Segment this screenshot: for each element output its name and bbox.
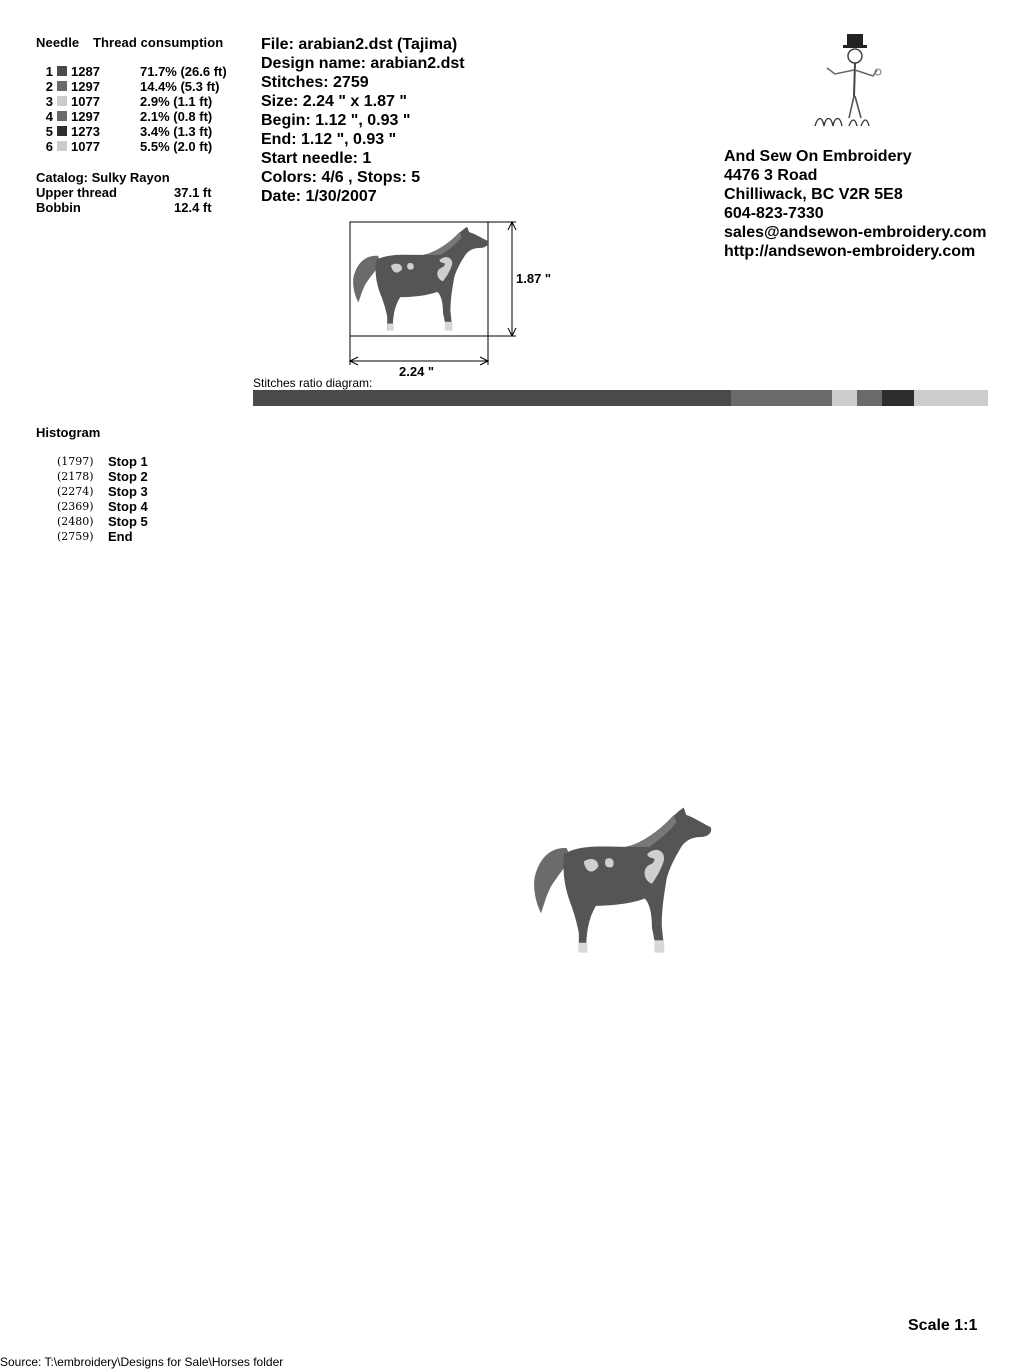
file-line: File: arabian2.dst (Tajima) xyxy=(261,36,458,53)
upper-thread-label: Upper thread xyxy=(36,185,117,200)
thread-usage: 71.7% (26.6 ft) xyxy=(140,64,227,79)
stop-count: (2178) xyxy=(57,470,94,483)
color-swatch xyxy=(57,111,67,121)
thread-consumption-header: Thread consumption xyxy=(92,35,224,50)
stop-label: Stop 2 xyxy=(108,469,148,484)
width-dimension-label: 2.24 " xyxy=(399,364,435,379)
needle-header: Needle xyxy=(36,35,80,50)
upper-thread-value: 37.1 ft xyxy=(174,185,212,200)
thread-code: 1273 xyxy=(71,124,100,139)
ratio-segment xyxy=(731,390,832,406)
histogram-title: Histogram xyxy=(36,425,101,440)
color-swatch xyxy=(57,96,67,106)
catalog-block xyxy=(36,170,212,215)
thread-code: 1287 xyxy=(71,64,100,79)
needle-number: 1 xyxy=(45,64,53,79)
needle-number: 5 xyxy=(45,124,53,139)
thread-usage: 2.1% (0.8 ft) xyxy=(140,109,213,124)
source-path: Source: T:\embroidery\Designs for Sale\Horses folder xyxy=(0,1355,284,1369)
file-info xyxy=(261,35,465,206)
end-line: End: 1.12 ", 0.93 " xyxy=(261,131,397,148)
needle-number: 4 xyxy=(45,109,53,124)
needle-number: 3 xyxy=(45,94,53,109)
thread-usage: 2.9% (1.1 ft) xyxy=(140,94,213,109)
color-swatch xyxy=(57,141,67,151)
stop-count: (2759) xyxy=(57,530,94,543)
stop-label: End xyxy=(108,529,133,544)
color-swatch xyxy=(57,126,67,136)
thread-code: 1077 xyxy=(71,139,100,154)
ratio-segment xyxy=(882,390,914,406)
ratio-segment xyxy=(253,390,731,406)
color-swatch xyxy=(57,66,67,76)
ratio-segment xyxy=(914,390,988,406)
company-address-line1: 4476 3 Road xyxy=(724,167,818,184)
stop-count: (2369) xyxy=(57,500,94,513)
company-info xyxy=(724,147,987,261)
stitches-ratio-bar xyxy=(253,390,988,406)
stitches-line: Stitches: 2759 xyxy=(261,74,369,91)
horse-design-image xyxy=(534,807,711,952)
company-phone: 604-823-7330 xyxy=(724,205,824,222)
begin-line: Begin: 1.12 ", 0.93 " xyxy=(261,112,411,129)
stop-label: Stop 1 xyxy=(108,454,148,469)
stop-label: Stop 3 xyxy=(108,484,148,499)
upper-thread-row xyxy=(36,185,212,200)
thread-code: 1077 xyxy=(71,94,100,109)
company-logo xyxy=(805,30,885,135)
thread-code: 1297 xyxy=(71,109,100,124)
needle-number: 6 xyxy=(45,139,53,154)
thread-usage: 14.4% (5.3 ft) xyxy=(140,79,220,94)
bobbin-value: 12.4 ft xyxy=(174,200,212,215)
company-address-line2: Chilliwack, BC V2R 5E8 xyxy=(724,186,903,203)
design-render xyxy=(525,800,715,960)
design-name-line: Design name: arabian2.dst xyxy=(261,55,465,72)
scale-label: Scale 1:1 xyxy=(908,1317,978,1334)
ratio-segment xyxy=(832,390,858,406)
bobbin-row xyxy=(36,200,212,215)
stop-label: Stop 4 xyxy=(108,499,148,514)
company-website: http://andsewon-embroidery.com xyxy=(724,243,976,260)
stitches-ratio-label: Stitches ratio diagram: xyxy=(253,376,373,390)
size-line: Size: 2.24 " x 1.87 " xyxy=(261,93,407,110)
design-preview xyxy=(340,215,570,385)
start-needle-line: Start needle: 1 xyxy=(261,150,372,167)
catalog-label: Catalog: Sulky Rayon xyxy=(36,170,170,185)
thread-usage: 5.5% (2.0 ft) xyxy=(140,139,213,154)
colors-stops-line: Colors: 4/6 , Stops: 5 xyxy=(261,169,421,186)
stop-count: (2480) xyxy=(57,515,94,528)
needle-number: 2 xyxy=(45,79,53,94)
company-name: And Sew On Embroidery xyxy=(724,148,912,165)
thread-usage: 3.4% (1.3 ft) xyxy=(140,124,213,139)
bobbin-label: Bobbin xyxy=(36,200,81,215)
company-email: sales@andsewon-embroidery.com xyxy=(724,224,987,241)
stop-count: (1797) xyxy=(57,455,94,468)
height-dimension-label: 1.87 " xyxy=(516,271,552,286)
date-line: Date: 1/30/2007 xyxy=(261,188,377,205)
thread-table-header xyxy=(36,35,223,50)
ratio-segment xyxy=(857,390,882,406)
stop-count: (2274) xyxy=(57,485,94,498)
color-swatch xyxy=(57,81,67,91)
thread-code: 1297 xyxy=(71,79,100,94)
stop-label: Stop 5 xyxy=(108,514,148,529)
